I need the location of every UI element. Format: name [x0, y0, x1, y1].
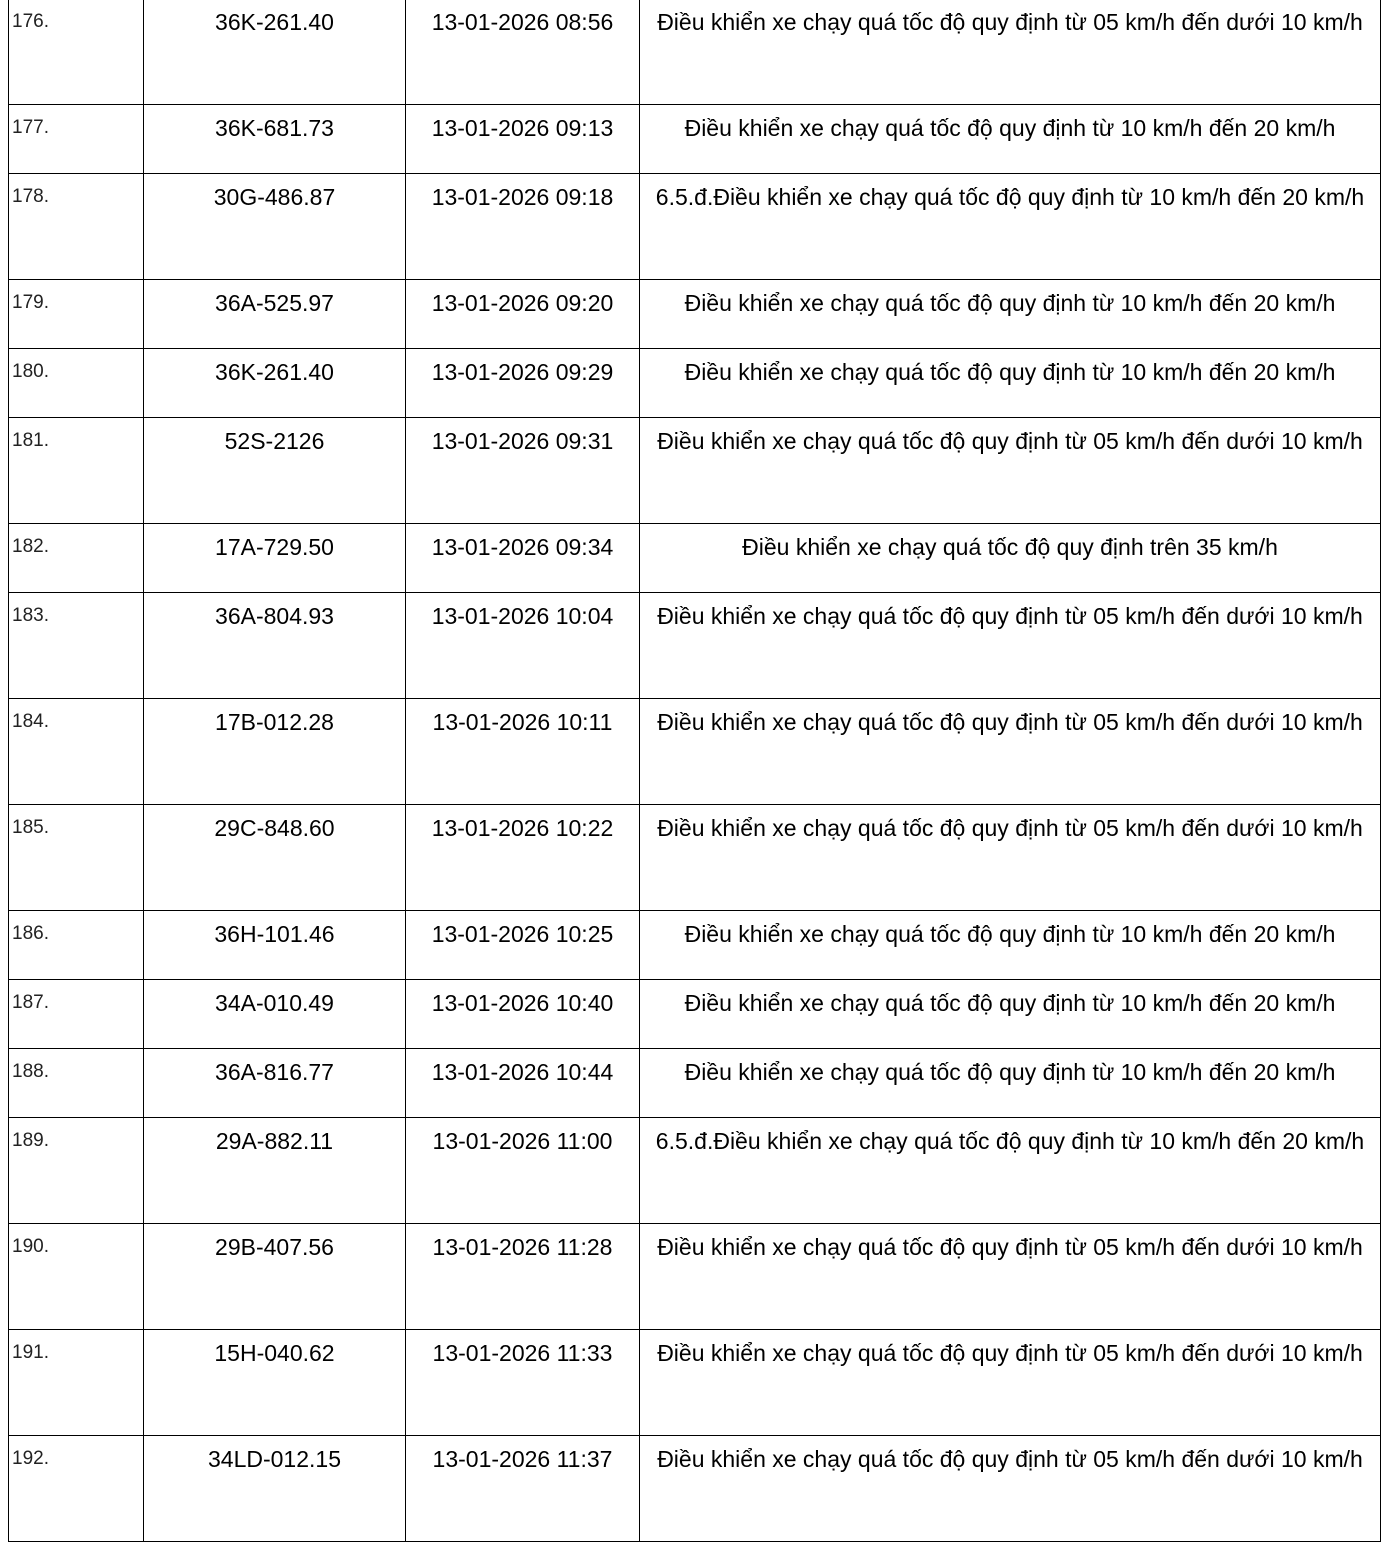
violation-time: 13-01-2026 10:44: [406, 1049, 640, 1118]
row-index: 190.: [9, 1224, 144, 1330]
row-index: 177.: [9, 105, 144, 174]
violation-description: Điều khiển xe chạy quá tốc độ quy định từ 05 km/h đến dưới 10 km/h: [640, 1436, 1381, 1542]
table-row: [9, 980, 1381, 1049]
license-plate: 34LD-012.15: [144, 1436, 406, 1542]
table-row: [9, 805, 1381, 911]
license-plate: 34A-010.49: [144, 980, 406, 1049]
license-plate: 30G-486.87: [144, 174, 406, 280]
license-plate: 36A-525.97: [144, 280, 406, 349]
violation-time: 13-01-2026 11:37: [406, 1436, 640, 1542]
violation-description: 6.5.đ.Điều khiển xe chạy quá tốc độ quy định từ 10 km/h đến 20 km/h: [640, 1118, 1381, 1224]
violation-description: Điều khiển xe chạy quá tốc độ quy định từ 05 km/h đến dưới 10 km/h: [640, 1224, 1381, 1330]
license-plate: 29C-848.60: [144, 805, 406, 911]
violation-description: Điều khiển xe chạy quá tốc độ quy định từ 10 km/h đến 20 km/h: [640, 980, 1381, 1049]
violation-time: 13-01-2026 11:28: [406, 1224, 640, 1330]
table-row: [9, 280, 1381, 349]
violation-time: 13-01-2026 09:18: [406, 174, 640, 280]
violation-time: 13-01-2026 09:20: [406, 280, 640, 349]
table-row: [9, 105, 1381, 174]
row-index: 178.: [9, 174, 144, 280]
violation-time: 13-01-2026 11:00: [406, 1118, 640, 1224]
violation-time: 13-01-2026 09:29: [406, 349, 640, 418]
violation-description: Điều khiển xe chạy quá tốc độ quy định từ 05 km/h đến dưới 10 km/h: [640, 805, 1381, 911]
violation-description: Điều khiển xe chạy quá tốc độ quy định từ 05 km/h đến dưới 10 km/h: [640, 418, 1381, 524]
license-plate: 36A-804.93: [144, 593, 406, 699]
table-row: [9, 911, 1381, 980]
row-index: 176.: [9, 0, 144, 105]
license-plate: 36H-101.46: [144, 911, 406, 980]
table-row: [9, 174, 1381, 280]
license-plate: 36K-261.40: [144, 349, 406, 418]
table-row: [9, 1118, 1381, 1224]
violation-description: Điều khiển xe chạy quá tốc độ quy định từ 05 km/h đến dưới 10 km/h: [640, 0, 1381, 105]
row-index: 192.: [9, 1436, 144, 1542]
row-index: 180.: [9, 349, 144, 418]
violations-table: [8, 0, 1381, 1542]
table-row: [9, 418, 1381, 524]
license-plate: 17B-012.28: [144, 699, 406, 805]
license-plate: 17A-729.50: [144, 524, 406, 593]
violation-time: 13-01-2026 09:13: [406, 105, 640, 174]
violation-description: Điều khiển xe chạy quá tốc độ quy định từ 05 km/h đến dưới 10 km/h: [640, 593, 1381, 699]
violations-table-body: [9, 0, 1381, 1542]
table-row: [9, 699, 1381, 805]
violation-time: 13-01-2026 08:56: [406, 0, 640, 105]
violation-description: Điều khiển xe chạy quá tốc độ quy định từ 05 km/h đến dưới 10 km/h: [640, 699, 1381, 805]
violation-description: Điều khiển xe chạy quá tốc độ quy định từ 10 km/h đến 20 km/h: [640, 280, 1381, 349]
row-index: 184.: [9, 699, 144, 805]
violation-description: 6.5.đ.Điều khiển xe chạy quá tốc độ quy định từ 10 km/h đến 20 km/h: [640, 174, 1381, 280]
violation-description: Điều khiển xe chạy quá tốc độ quy định trên 35 km/h: [640, 524, 1381, 593]
violation-time: 13-01-2026 11:33: [406, 1330, 640, 1436]
row-index: 188.: [9, 1049, 144, 1118]
violation-time: 13-01-2026 10:22: [406, 805, 640, 911]
row-index: 183.: [9, 593, 144, 699]
row-index: 187.: [9, 980, 144, 1049]
table-row: [9, 1330, 1381, 1436]
row-index: 185.: [9, 805, 144, 911]
row-index: 186.: [9, 911, 144, 980]
table-row: [9, 524, 1381, 593]
violation-description: Điều khiển xe chạy quá tốc độ quy định từ 10 km/h đến 20 km/h: [640, 911, 1381, 980]
violation-description: Điều khiển xe chạy quá tốc độ quy định từ 05 km/h đến dưới 10 km/h: [640, 1330, 1381, 1436]
row-index: 181.: [9, 418, 144, 524]
violation-time: 13-01-2026 10:11: [406, 699, 640, 805]
table-row: [9, 1049, 1381, 1118]
license-plate: 29A-882.11: [144, 1118, 406, 1224]
license-plate: 29B-407.56: [144, 1224, 406, 1330]
row-index: 191.: [9, 1330, 144, 1436]
violation-description: Điều khiển xe chạy quá tốc độ quy định từ 10 km/h đến 20 km/h: [640, 1049, 1381, 1118]
license-plate: 15H-040.62: [144, 1330, 406, 1436]
license-plate: 36A-816.77: [144, 1049, 406, 1118]
license-plate: 36K-681.73: [144, 105, 406, 174]
violation-time: 13-01-2026 09:34: [406, 524, 640, 593]
violation-time: 13-01-2026 10:40: [406, 980, 640, 1049]
violation-description: Điều khiển xe chạy quá tốc độ quy định từ 10 km/h đến 20 km/h: [640, 349, 1381, 418]
row-index: 189.: [9, 1118, 144, 1224]
violation-time: 13-01-2026 09:31: [406, 418, 640, 524]
violation-time: 13-01-2026 10:25: [406, 911, 640, 980]
row-index: 182.: [9, 524, 144, 593]
table-row: [9, 0, 1381, 105]
table-row: [9, 349, 1381, 418]
violation-description: Điều khiển xe chạy quá tốc độ quy định từ 10 km/h đến 20 km/h: [640, 105, 1381, 174]
table-row: [9, 1224, 1381, 1330]
table-row: [9, 593, 1381, 699]
row-index: 179.: [9, 280, 144, 349]
license-plate: 52S-2126: [144, 418, 406, 524]
violation-time: 13-01-2026 10:04: [406, 593, 640, 699]
license-plate: 36K-261.40: [144, 0, 406, 105]
